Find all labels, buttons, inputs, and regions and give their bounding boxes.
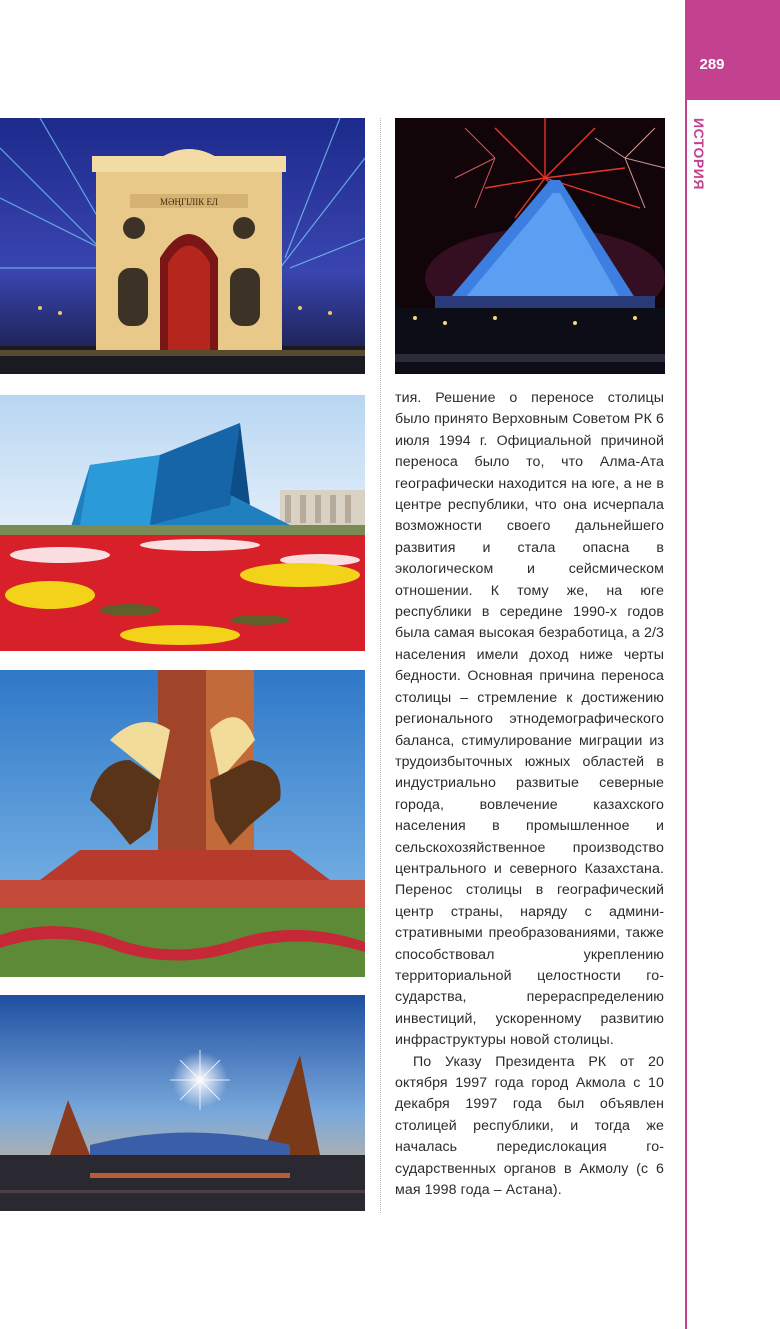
photo-pegasus-monument <box>0 670 365 977</box>
article-paragraph-1: тия. Решение о переносе столицы было принято Верховным Советом РК 6 июля 1994 г. Официальной причиной переноса было то, что Алма-Ата географически находится на юге, а не в центре республики, что она исчерпала возможности своего дальнейшего развития и стала опасна в экологическом и сейсмическом отношении. К тому же, на юге республики в середине 1990-х годов была самая высокая безработица, а 2/3 населения имели доход ниже черты бедности. Основная причина переноса столицы – стремление к достижению регионального этнодемографического баланса, стимулирование миграции из трудоизбыточных южных областей в индустриально развитые северные города, вовлечение казахского населения в промышленное и сельскохозяйственное производство центрального и северного Казахстана. Перенос столицы в географический центр страны, наряду с административными преобразованиями, также способствовал укреплению территориальной целостности государства, перераспределению инвестиций, ускоренному развитию инфраструктуры новой столицы. <box>395 390 664 1049</box>
section-label <box>686 118 710 198</box>
photo-stadium-dusk <box>0 995 365 1211</box>
page-number: 289 <box>699 56 725 73</box>
column-divider <box>380 118 381 1213</box>
margin-rule <box>685 100 687 1329</box>
arch-inscription: МӘҢГІЛІК ЕЛ <box>159 197 219 207</box>
page-number-box <box>685 0 780 100</box>
article-body <box>395 388 664 1201</box>
article-paragraph-2: По Указу Президента РК от 20 октября 1997 года город Акмола с 10 декабря 1997 года был объявлен столицей республики, и тогда же началась передислокация государственных органов в Акмолу (с 6 мая 1998 года – Астана). <box>395 1053 664 1199</box>
section-label-text: ИСТОРИЯ <box>691 118 707 190</box>
photo-concert-hall <box>0 395 365 651</box>
photo-fireworks-tent <box>395 118 665 374</box>
photo-arch <box>0 118 365 374</box>
